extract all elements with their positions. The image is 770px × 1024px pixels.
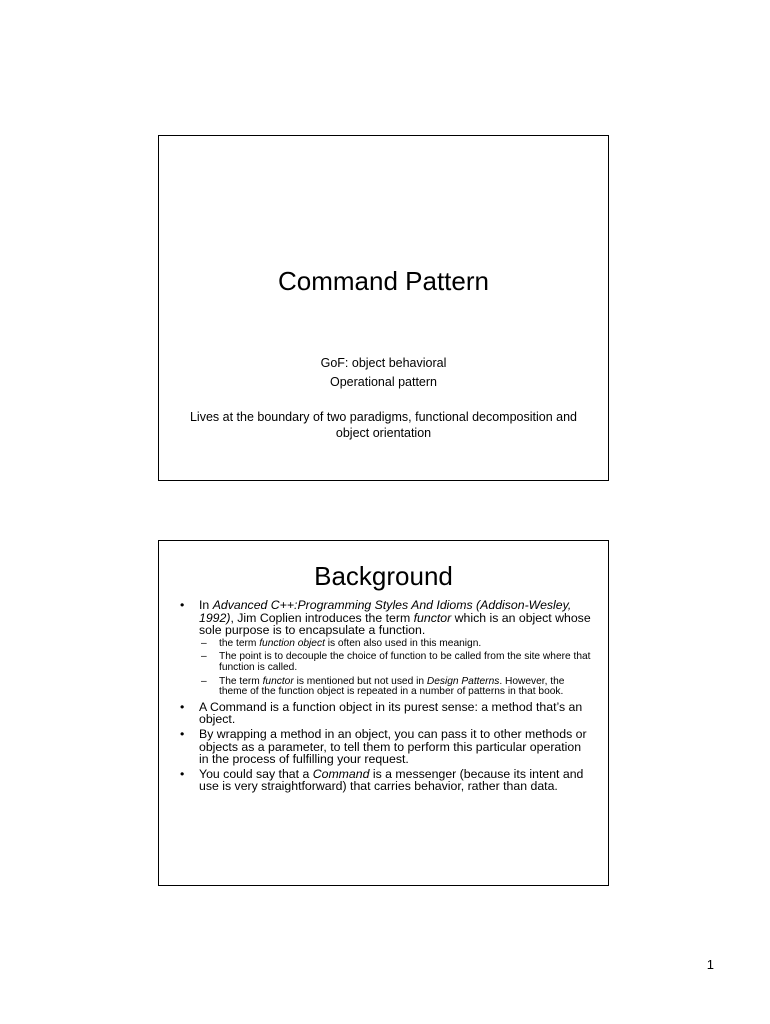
text-segment: is a messenger (because its intent and use is very straightforward) that carries behavior, rather than data.	[199, 766, 584, 794]
text-segment: A Command is a function object in its purest sense: a method that’s an object.	[199, 699, 583, 727]
italic-text: Design Patterns	[426, 675, 500, 687]
bullet-marker: •	[180, 699, 185, 714]
page-number: 1	[706, 957, 714, 972]
bullet-item	[179, 768, 592, 793]
italic-text: functor	[262, 675, 294, 687]
slide-subtitle: GoF: object behavioral	[320, 356, 447, 370]
sub-bullet-item	[199, 677, 592, 698]
sub-bullet-marker: –	[201, 651, 207, 663]
text-segment: The point is to decouple the choice of function to be called from the site where that function is called.	[219, 651, 591, 673]
text-segment: In	[199, 598, 213, 612]
text-segment: The term	[219, 675, 263, 687]
text-segment: the term	[219, 637, 260, 649]
sub-bullet-marker: –	[201, 637, 207, 649]
text-segment: You could say that a	[199, 766, 313, 781]
bullet-item	[179, 599, 592, 698]
slide-description: Lives at the boundary of two paradigms, functional decomposition and object orientation	[189, 410, 578, 440]
bullet-list	[179, 599, 592, 795]
text-segment: which is an object whose sole purpose is to encapsulate a function.	[199, 610, 591, 638]
italic-text: Advanced C++:Programming Styles And Idioms (Addison-Wesley, 1992)	[199, 598, 572, 625]
bullet-marker: •	[180, 598, 185, 612]
sub-bullet-list	[199, 639, 592, 698]
slide-title: Background	[314, 561, 453, 591]
bullet-item	[179, 701, 592, 726]
sub-bullet-item	[199, 652, 592, 673]
text-segment: is often also used in this meanign.	[324, 637, 482, 649]
slide-title: Command Pattern	[278, 266, 489, 296]
sub-bullet-marker: –	[201, 675, 207, 687]
italic-text: Command	[312, 766, 370, 781]
text-segment: , Jim Coplien introduces the term	[230, 610, 414, 625]
text-segment: is mentioned but not used in	[293, 675, 427, 687]
text-segment: . However, the theme of the function object is repeated in a number of patterns in that book.	[219, 675, 565, 698]
slide-subtitle: Operational pattern	[329, 375, 437, 389]
bullet-item	[179, 728, 592, 766]
slide-command-pattern	[158, 135, 609, 481]
bullet-marker: •	[180, 726, 185, 741]
bullet-marker: •	[180, 766, 185, 781]
italic-text: function object	[259, 637, 325, 649]
italic-text: functor	[413, 610, 452, 625]
sub-bullet-item	[199, 639, 592, 650]
text-segment: By wrapping a method in an object, you can pass it to other methods or objects as a parameter, to tell them to perform this particular operation in the process of fulfilling your request.	[199, 726, 587, 767]
slide-background	[158, 540, 609, 886]
